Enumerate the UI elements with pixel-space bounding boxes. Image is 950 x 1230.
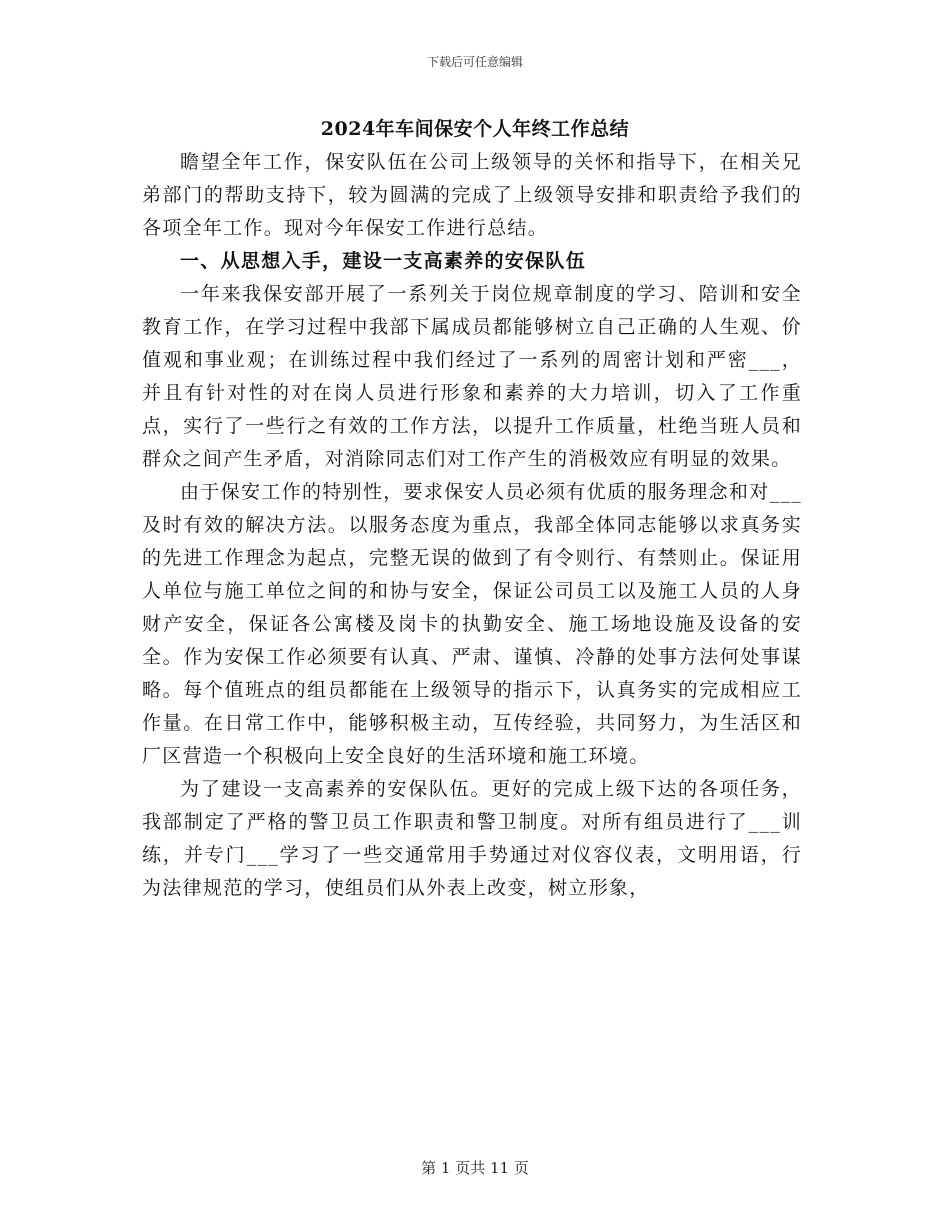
intro-paragraph: 瞻望全年工作，保安队伍在公司上级领导的关怀和指导下，在相关兄弟部门的帮助支持下，较为圆满的完成了上级领导安排和职责给予我们的各项全年工作。现对今年保安工作进行总结。: [142, 151, 802, 239]
document-title: 2024年车间保安个人年终工作总结: [320, 118, 630, 140]
body-paragraph: 由于保安工作的特别性，要求保安人员必须有优质的服务理念和对___及时有效的解决方法。以服务态度为重点，我部全体同志能够以求真务实的先进工作理念为起点，完整无误的做到了有令则行、有禁则止。保证用人单位与施工单位之间的和协与安全，保证公司员工以及施工人员的人身财产安全，保证各公寓楼及岗卡的执勤安全、施工场地设施及设备的安全。作为安保工作必须要有认真、严肃、谨慎、冷静的处事方法何处事谋略。每个值班点的组员都能在上级领导的指示下，认真务实的完成相应工作量。在日常工作中，能够积极主动，互传经验，共同努力，为生活区和厂区营造一个积极向上安全良好的生活环境和施工环境。: [142, 481, 802, 767]
body-paragraph: 为了建设一支高素养的安保队伍。更好的完成上级下达的各项任务，我部制定了严格的警卫员工作职责和警卫制度。对所有组员进行了___训练，并专门___学习了一些交通常用手势通过对仪容仪表，文明用语，行为法律规范的学习，使组员们从外表上改变，树立形象，: [142, 778, 802, 899]
body-paragraph: 一年来我保安部开展了一系列关于岗位规章制度的学习、陪训和安全教育工作，在学习过程中我部下属成员都能够树立自己正确的人生观、价值观和事业观；在训练过程中我们经过了一系列的周密计划和严密___，并且有针对性的对在岗人员进行形象和素养的大力培训，切入了工作重点，实行了一些行之有效的工作方法，以提升工作质量，杜绝当班人员和群众之间产生矛盾，对消除同志们对工作产生的消极效应有明显的效果。: [142, 283, 802, 470]
document-body: [142, 146, 802, 905]
header-note: 下载后可任意编辑: [426, 55, 523, 69]
section-heading: 一、从思想入手，建设一支高素养的安保队伍: [180, 250, 587, 272]
page-number: 第 1 页共 11 页: [421, 1159, 529, 1177]
